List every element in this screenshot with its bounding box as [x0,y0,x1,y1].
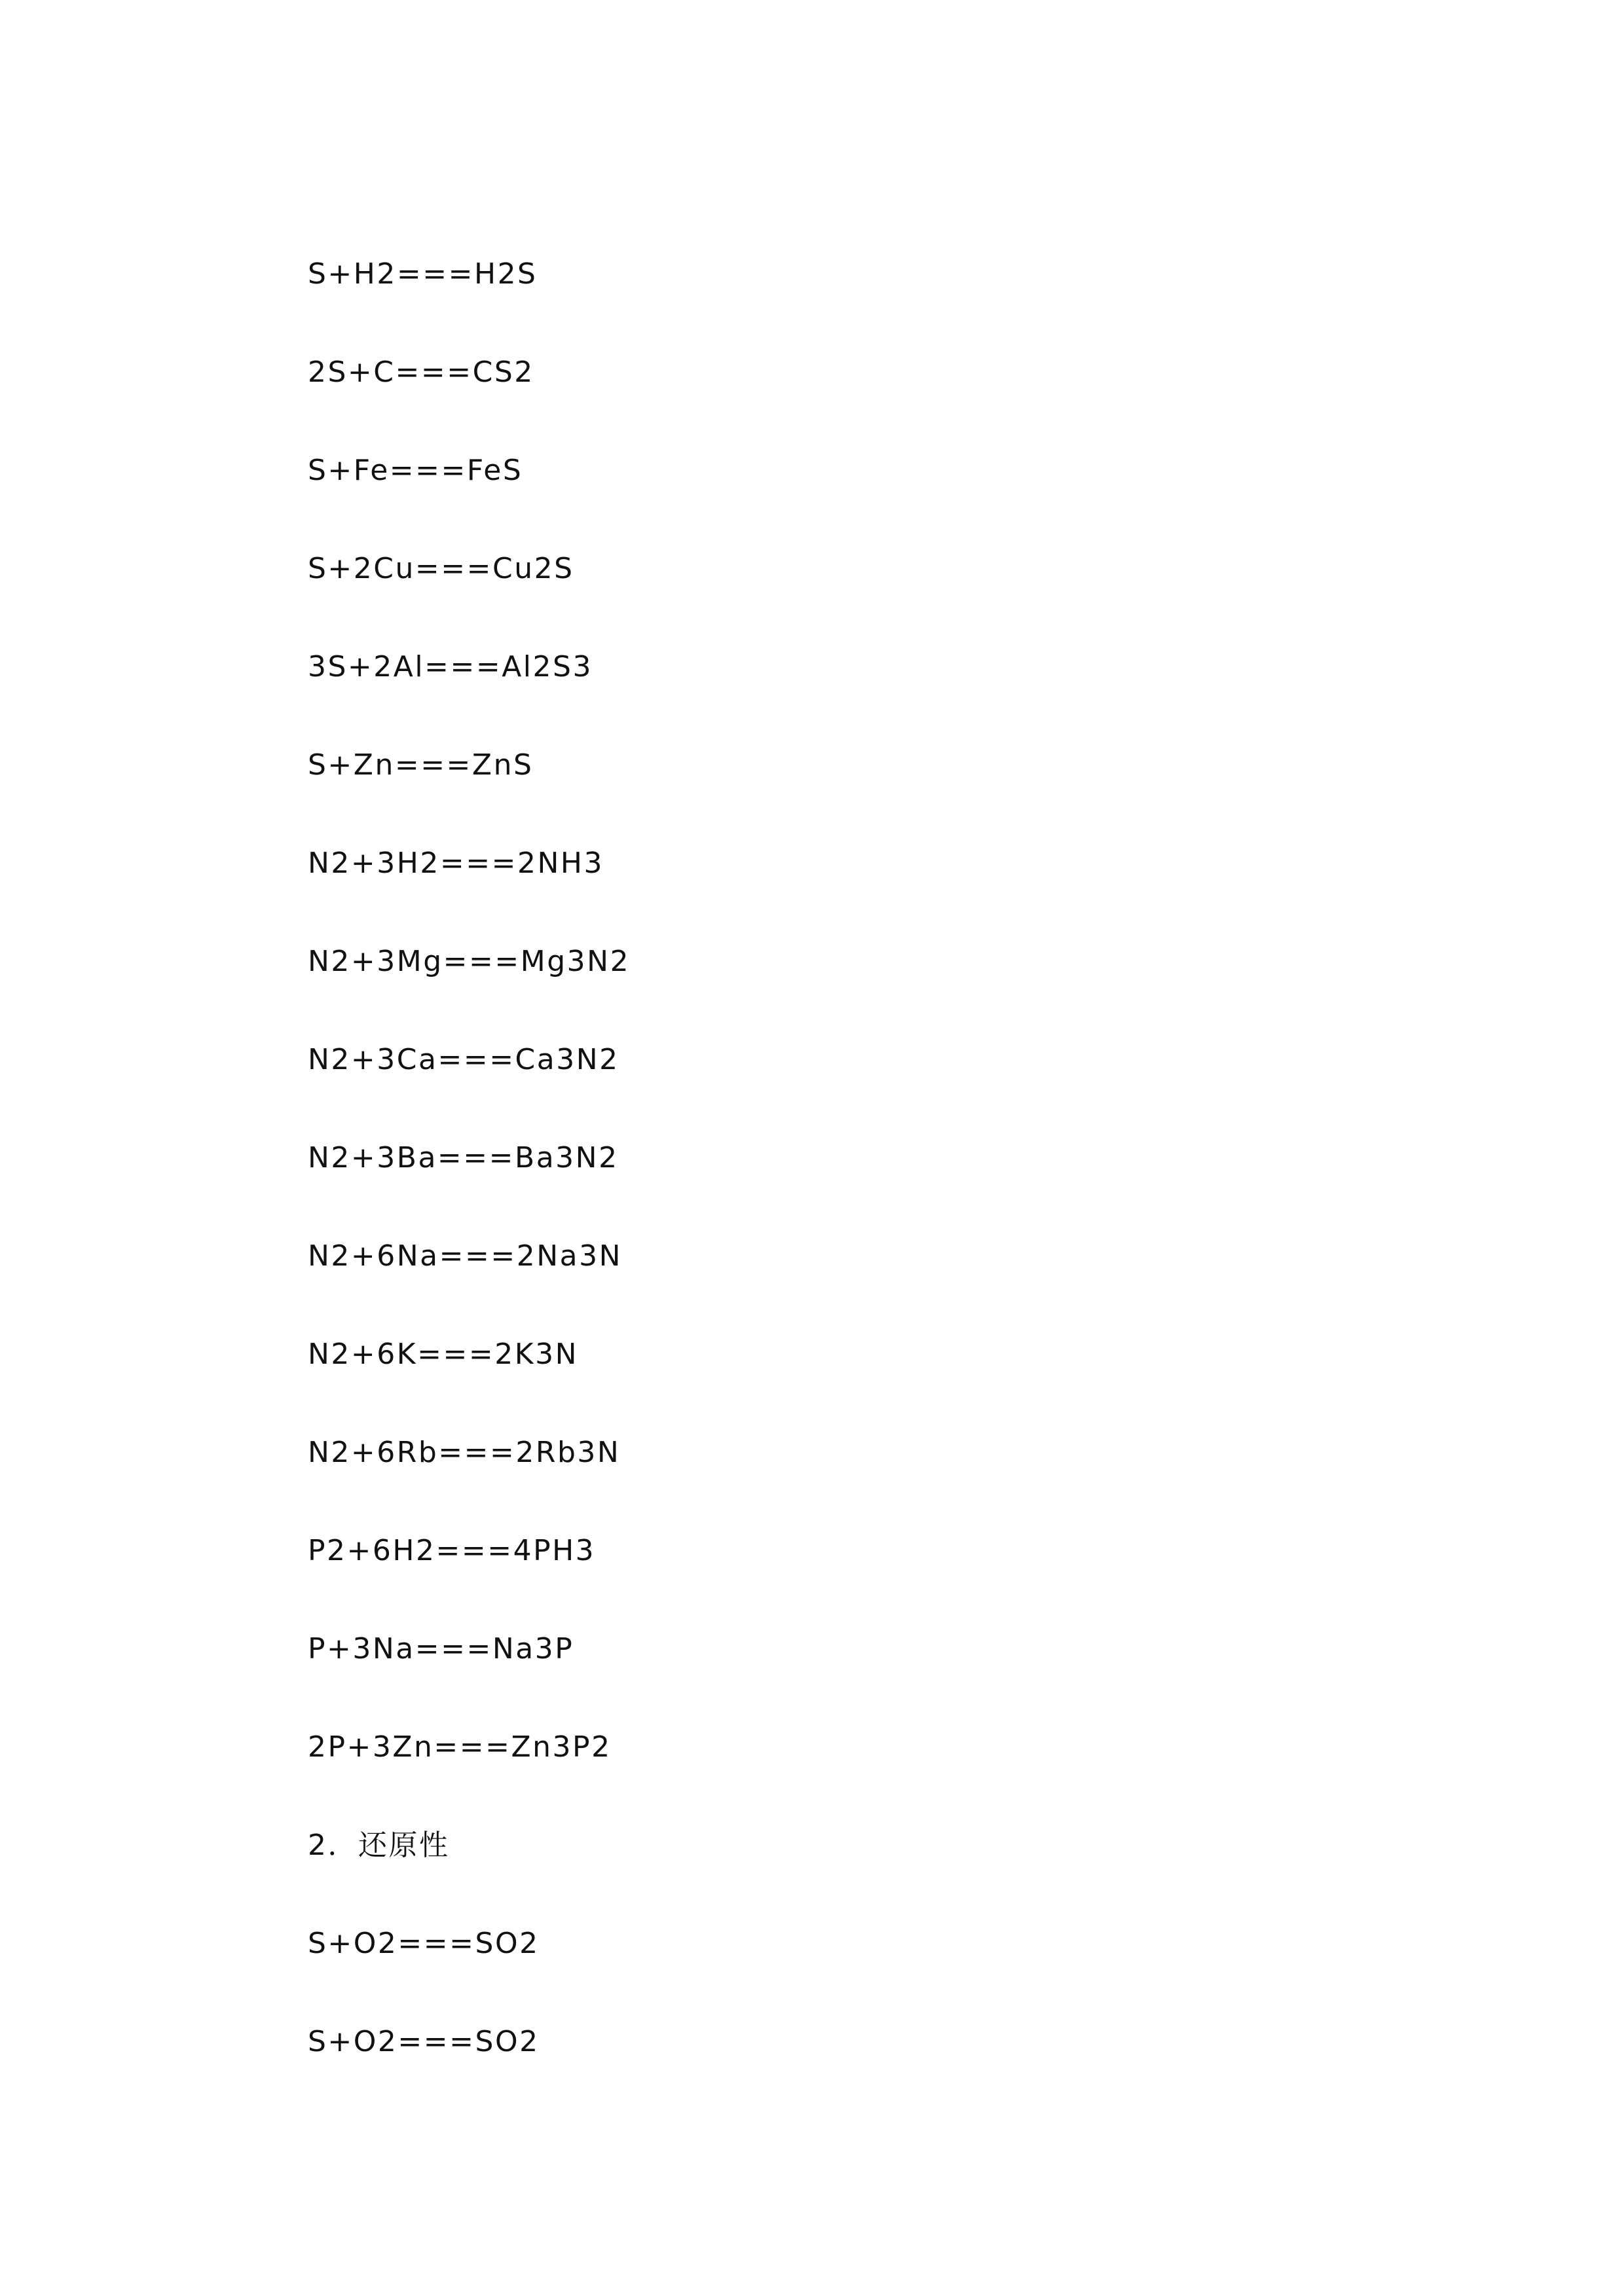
equation-line: P2+6H2===4PH3 [308,1534,596,1567]
equation-line: N2+6K===2K3N [308,1338,578,1371]
equation-line: 3S+2Al===Al2S3 [308,650,593,683]
equation-line: N2+3Ba===Ba3N2 [308,1141,619,1175]
equation-line: S+H2===H2S [308,257,538,291]
equation-line: S+Zn===ZnS [308,748,534,782]
equation-line: N2+3Mg===Mg3N2 [308,945,631,978]
equation-line: 2P+3Zn===Zn3P2 [308,1730,612,1764]
equation-line: P+3Na===Na3P [308,1632,574,1666]
document-body [308,247,1356,2113]
equation-line: N2+6Na===2Na3N [308,1239,623,1273]
equation-line: 2S+C===CS2 [308,355,534,389]
equation-line: S+O2===SO2 [308,1927,540,1960]
equation-line: N2+3Ca===Ca3N2 [308,1043,619,1076]
equation-line: S+Fe===FeS [308,454,523,487]
section-heading: 2．还原性 [308,1829,450,1862]
equation-line: S+O2===SO2 [308,2025,540,2058]
equation-line: S+2Cu===Cu2S [308,552,574,585]
equation-line: N2+3H2===2NH3 [308,847,604,880]
equation-line: N2+6Rb===2Rb3N [308,1436,621,1469]
